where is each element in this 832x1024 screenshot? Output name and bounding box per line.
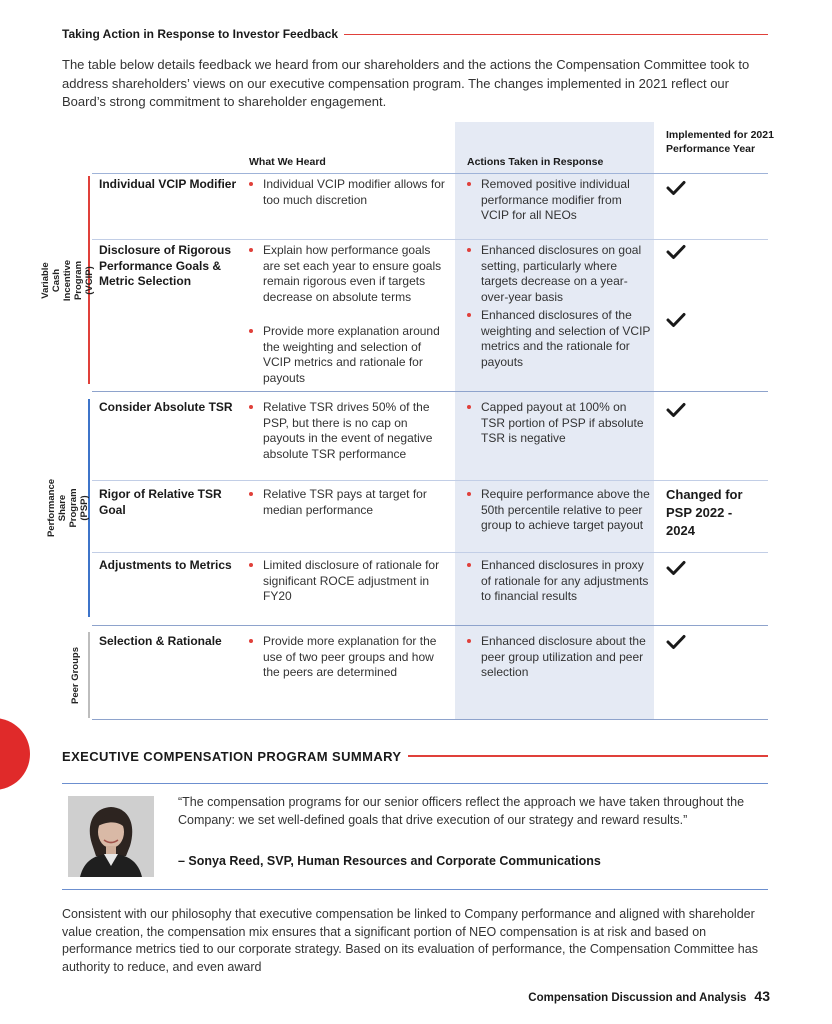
intro-paragraph: The table below details feedback we heard from our shareholders and the actions the Compensation Committee took to address shareholders’ views on our executive compensation program. The changes implemented in 2021 reflect our Board’s strong commitment to shareholder engagement. (62, 57, 750, 109)
heard-item: Limited disclosure of rationale for significant ROCE adjustment in FY20 (249, 558, 449, 605)
action-item: Enhanced disclosures in proxy of rationale for any adjustments to financial results (467, 558, 651, 605)
portrait-icon (68, 796, 154, 877)
bullet-dot-icon (249, 405, 253, 409)
group-divider (92, 391, 768, 392)
bullet-dot-icon (249, 563, 253, 567)
section-title: Taking Action in Response to Investor Feedback (62, 27, 339, 41)
footer-section-label: Compensation Discussion and Analysis (528, 992, 747, 1004)
check-icon (666, 402, 686, 418)
heard-item: Provide more explanation for the use of two peer groups and how the peers are determined (249, 634, 449, 681)
row-divider (92, 552, 768, 553)
bullet-dot-icon (467, 182, 471, 186)
portrait-photo (68, 796, 154, 877)
check-icon (666, 634, 686, 650)
exec-summary-title: EXECUTIVE COMPENSATION PROGRAM SUMMARY (62, 748, 402, 764)
header-rule (92, 173, 768, 174)
action-item: Enhanced disclosures of the weighting and selection of VCIP metrics and the rationale for payouts (467, 308, 651, 370)
action-item: Capped payout at 100% on TSR portion of PSP if absolute TSR is negative (467, 400, 651, 447)
action-item: Require performance above the 50th percentile relative to peer group to achieve target payout (467, 487, 651, 534)
header-actions-taken: Actions Taken in Response (467, 156, 604, 168)
bullet-dot-icon (467, 248, 471, 252)
implemented-changed-text: Changed for PSP 2022 - 2024 (666, 487, 743, 538)
heard-item: Provide more explanation around the weighting and selection of VCIP metrics and rationale for payouts (249, 324, 449, 386)
action-item: Enhanced disclosures on goal setting, particularly where targets decrease on a year-over-year basis (467, 243, 651, 305)
closing-paragraph: Consistent with our philosophy that executive compensation be linked to Company performance and aligned with shareholder value creation, the compensation mix ensures that a significant portion of NEO compensation is at risk and based on performance metrics tied to our corporate strategy. Based on its evaluation of performance, the Compensation Committee has authority to reduce, and even award (62, 907, 758, 974)
header-what-we-heard: What We Heard (249, 156, 326, 168)
bullet-dot-icon (249, 492, 253, 496)
bullet-dot-icon (249, 182, 253, 186)
group-divider (92, 625, 768, 626)
page-number: 43 (754, 988, 770, 1004)
bullet-dot-icon (249, 639, 253, 643)
action-item: Removed positive individual performance modifier from VCIP for all NEOs (467, 177, 651, 224)
bullet-dot-icon (249, 248, 253, 252)
check-icon (666, 244, 686, 260)
row-topic: Individual VCIP Modifier (99, 177, 237, 191)
bullet-dot-icon (467, 563, 471, 567)
exec-summary-heading (62, 747, 768, 765)
section-rule (344, 34, 768, 35)
row-divider (92, 239, 768, 240)
section-heading (62, 26, 768, 42)
bullet-dot-icon (467, 492, 471, 496)
heard-item: Explain how performance goals are set each year to ensure goals remain rigorous even if targets decrease on absolute terms (249, 243, 449, 305)
row-topic: Selection & Rationale (99, 634, 222, 648)
header-implemented: Implemented for 2021 Performance Year (666, 129, 774, 155)
bullet-dot-icon (467, 313, 471, 317)
bullet-dot-icon (467, 405, 471, 409)
row-topic: Disclosure of Rigorous Performance Goals & Metric Selection (99, 243, 232, 288)
quote-attribution: – Sonya Reed, SVP, Human Resources and Corporate Communications (178, 854, 601, 868)
heard-item: Individual VCIP modifier allows for too much discretion (249, 177, 449, 208)
action-item: Enhanced disclosure about the peer group utilization and peer selection (467, 634, 651, 681)
row-topic: Adjustments to Metrics (99, 558, 232, 572)
quote-bottom-rule (62, 889, 768, 890)
check-icon (666, 560, 686, 576)
table-bottom-rule (92, 719, 768, 720)
group-label-peer: Peer Groups (70, 646, 82, 704)
group-bar-peer (88, 632, 90, 718)
exec-quote: “The compensation programs for our senior officers reflect the approach we have taken throughout the Company: we set well-defined goals that drive execution of our strategy and reward results.” (178, 795, 745, 827)
row-topic: Rigor of Relative TSR Goal (99, 487, 222, 517)
heard-item: Relative TSR pays at target for median performance (249, 487, 449, 518)
exec-summary-rule (408, 755, 769, 757)
check-icon (666, 312, 686, 328)
bullet-dot-icon (467, 639, 471, 643)
row-topic: Consider Absolute TSR (99, 400, 233, 414)
page-footer (528, 988, 770, 1004)
group-label-psp: Performance Share Program (PSP) (46, 478, 90, 538)
heard-item: Relative TSR drives 50% of the PSP, but there is no cap on payouts in the event of negative absolute TSR performance (249, 400, 449, 462)
decorative-red-circle (0, 718, 30, 790)
quote-top-rule (62, 783, 768, 784)
group-label-vcip: Variable Cash Incentive Program (VCIP) (40, 259, 96, 301)
check-icon (666, 180, 686, 196)
row-divider (92, 480, 768, 481)
bullet-dot-icon (249, 329, 253, 333)
